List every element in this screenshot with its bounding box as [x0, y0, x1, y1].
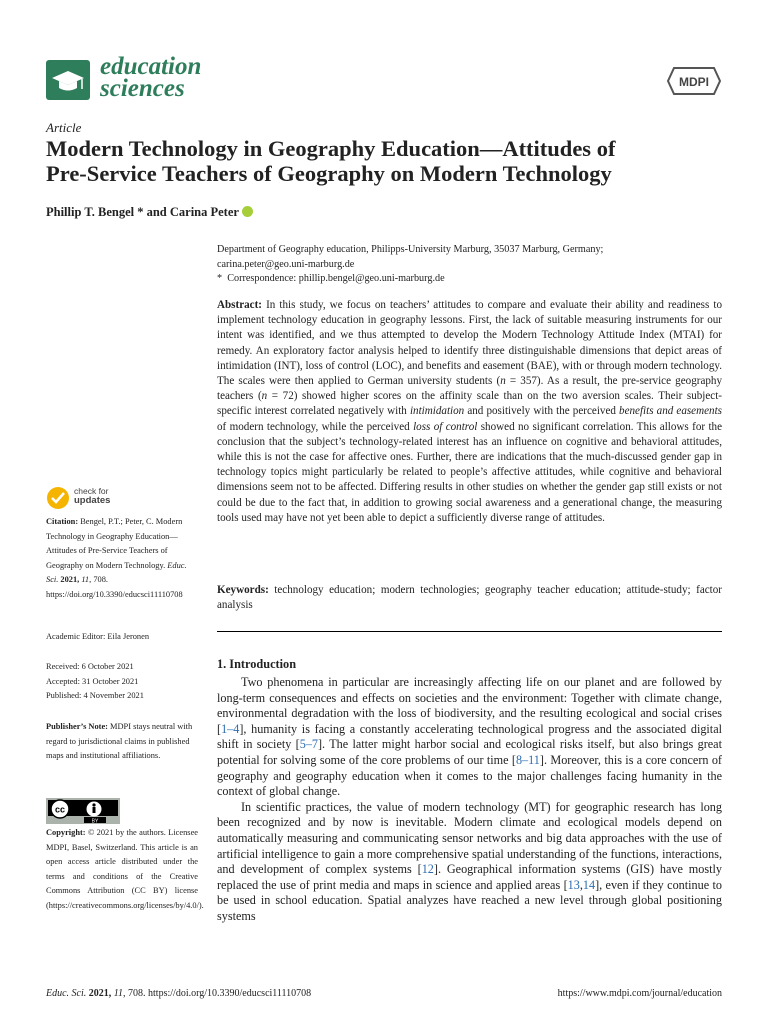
- title-line-1: Modern Technology in Geography Education—Attitudes of: [46, 136, 616, 161]
- section-heading: 1. Introduction: [217, 657, 297, 671]
- keywords-label: Keywords:: [217, 584, 269, 596]
- footer-volume: 11: [113, 988, 124, 999]
- citation-link[interactable]: 14: [582, 877, 596, 892]
- abstract-text-4: showed no significant correlation. This allows for the conclusion that the subject’s technology-related interest has an influence on cognitive and behavioral attitudes, while this is not the case for affective ones. Further, there are indications that the much-discussed gender gap in technology topics might particularly be related to people’s affective attitudes, while cognitive and behavioral dimensions seem not to be affected. Differing results in other studies on whether the gender gap still exists or not could be due to the fact that, in addition to growing social awareness and a generational change, the measuring tools used may have not yet been able to depict a sufficiently diverse range of attitudes.: [217, 420, 722, 524]
- abstract-label: Abstract:: [217, 299, 262, 311]
- publisher-name: MDPI: [679, 75, 709, 89]
- copyright: [46, 826, 204, 914]
- paragraph-text: ], humanity is facing a constantly accelerating technological progress and the associated digital shift in society [: [217, 721, 722, 752]
- citation-journal: Educ. Sci.: [46, 560, 187, 585]
- footer-journal-url[interactable]: https://www.mdpi.com/journal/education: [557, 988, 722, 999]
- citation-label: Citation:: [46, 517, 79, 526]
- academic-editor: Academic Editor: Eila Jeronen: [46, 632, 150, 641]
- abstract-n2-val: = 72) showed higher scores on the affinity scale than on the two aversion scales. Their subject-specific interest correlated negatively with: [217, 390, 722, 418]
- mdpi-logo: [666, 66, 722, 96]
- citation-link[interactable]: 5–7: [299, 737, 318, 752]
- divider: [217, 631, 722, 632]
- dates: [46, 660, 198, 704]
- paragraph-text: In scientific practices, the value of modern technology (MT) for geographic research has long been recognized and by now is inevitable. Modern climate and ecological models depend on automatically measuring and communicating sensor networks and big data approaches with the use of artificial intelligence to gain a more comprehensive spatial understanding of the functions, interactions, and development of complex systems [: [217, 799, 722, 877]
- abstract-text-1: In this study, we focus on teachers’ attitudes to compare and evaluate their ability and readiness to implement technology education in geography lessons. First, the lack of suitable measuring instruments for our intent was identified, and we thus attempted to develop the Modern Technology Attitude Index (MTAI) for remedy. An exploratory factor analysis helped to identify three distinguishable dimensions that depict areas of intimidation (INT), loss of control (LOC), and benefits and easement (BAE), with or through modern technology. The scales were then applied to German university students (: [217, 299, 722, 388]
- journal-name-line1: education: [100, 53, 202, 80]
- received-date: Received: 6 October 2021: [46, 662, 134, 671]
- article-title: [46, 136, 726, 186]
- accepted-date: Accepted: 31 October 2021: [46, 676, 139, 686]
- svg-text:cc: cc: [54, 804, 66, 815]
- keywords-text: technology education; modern technologies; geography teacher education; attitude-study; factor analysis: [217, 584, 722, 612]
- paragraph-text: Two phenomena in particular are increasingly affecting life on our planet and are followed by long-term consequences and effects on societies and the environment: Together with climate change, environmental degradation with the loss of biodiversity, and the resulting ecological and social crises [: [217, 675, 722, 736]
- journal-name-line2: sciences: [100, 75, 185, 102]
- affiliation: [217, 243, 727, 287]
- authors: [46, 205, 253, 220]
- svg-text:BY: BY: [91, 818, 99, 824]
- abstract-text-3: of modern technology, while the perceived: [217, 420, 414, 433]
- paragraph: [217, 800, 722, 925]
- citation-doi[interactable]: , 708. https://doi.org/10.3390/educsci11110708: [46, 575, 183, 599]
- citation-year: 2021,: [58, 575, 82, 585]
- abstract-n1-val: = 357). As a result, the pre-service geography teachers (: [217, 375, 723, 403]
- publisher-note-label: Publisher’s Note:: [46, 722, 108, 731]
- correspondence[interactable]: Correspondence: phillip.bengel@geo.uni-marburg.de: [227, 273, 445, 284]
- footer-year: 2021,: [86, 988, 114, 999]
- cc-by-license-icon[interactable]: [46, 798, 120, 824]
- affiliation-email[interactable]: carina.peter@geo.uni-marburg.de: [217, 258, 355, 270]
- updates-label: updates: [74, 495, 111, 506]
- title-line-2: Pre-Service Teachers of Geography on Modern Technology: [46, 161, 612, 186]
- publisher-note: [46, 720, 198, 764]
- paragraph-text: ]. The latter might harbor social and ecological risks itself, but also brings great potential for solving some of the core problems of our time [: [217, 737, 722, 767]
- citation-link[interactable]: 1–4: [221, 721, 240, 736]
- footer-doi[interactable]: , 708. https://doi.org/10.3390/educsci11110708: [123, 988, 312, 999]
- abstract-text-2: and positively with the perceived: [464, 405, 620, 418]
- check-updates-icon: [46, 486, 70, 510]
- check-for-label: check for: [74, 486, 109, 496]
- published-date: Published: 4 November 2021: [46, 691, 144, 701]
- check-for-updates-button[interactable]: [46, 484, 156, 512]
- author-names: Phillip T. Bengel * and Carina Peter: [46, 205, 239, 219]
- graduation-cap-icon: [46, 60, 90, 100]
- paragraph-text: ]. Moreover, this is a core concern of geography and geography education when it comes to the major challenges facing humanity in the context of global change.: [217, 752, 722, 799]
- abstract-benefits: benefits and easements: [619, 405, 722, 418]
- abstract-n1-var: n: [500, 375, 506, 388]
- citation-text: Bengel, P.T.; Peter, C. Modern Technology in Geography Education—Attitudes of Pre-Service Teachers of Geography on Modern Technology.: [46, 517, 183, 570]
- orcid-icon[interactable]: [242, 206, 253, 217]
- paragraph-text: ], even if they continue to be used in school education. Spatial analyzes have reached a new level through global positioning systems: [217, 877, 722, 923]
- affiliation-dept: Department of Geography education, Philipps-University Marburg, 35037 Marburg, Germany;: [217, 244, 604, 255]
- keywords: [217, 583, 722, 613]
- citation-volume: 11: [81, 575, 90, 585]
- citation-link[interactable]: 13: [567, 877, 580, 892]
- copyright-label: Copyright:: [46, 828, 86, 837]
- paragraph-text: ]. Geographical information systems (GIS) have mostly replaced the use of print media and maps in science and applied areas [: [217, 862, 722, 892]
- abstract-intimidation: intimidation: [409, 405, 465, 418]
- citation-separator: ,: [579, 877, 583, 892]
- article-type: Article: [46, 120, 82, 135]
- publisher-note-text: MDPI stays neutral with regard to jurisdictional claims in published maps and institutional affiliations.: [46, 722, 193, 761]
- correspondence-star: *: [217, 273, 223, 284]
- abstract-n2-var: n: [261, 390, 268, 403]
- footer-citation: [46, 988, 311, 999]
- citation-link[interactable]: 12: [421, 862, 434, 877]
- abstract: [217, 298, 722, 526]
- citation-link[interactable]: 8–11: [515, 752, 540, 767]
- citation: [46, 515, 198, 603]
- journal-logo: [46, 53, 216, 106]
- footer-journal: Educ. Sci.: [46, 988, 87, 999]
- copyright-text: © 2021 by the authors. Licensee MDPI, Basel, Switzerland. This article is an open access article distributed under the terms and conditions of the Creative Commons Attribution (CC BY) license (https://creativecommons.org/licenses/by/4.0/).: [46, 828, 204, 910]
- paragraph: [217, 675, 722, 800]
- abstract-loss: loss of control: [413, 420, 478, 433]
- introduction-body: [217, 675, 722, 925]
